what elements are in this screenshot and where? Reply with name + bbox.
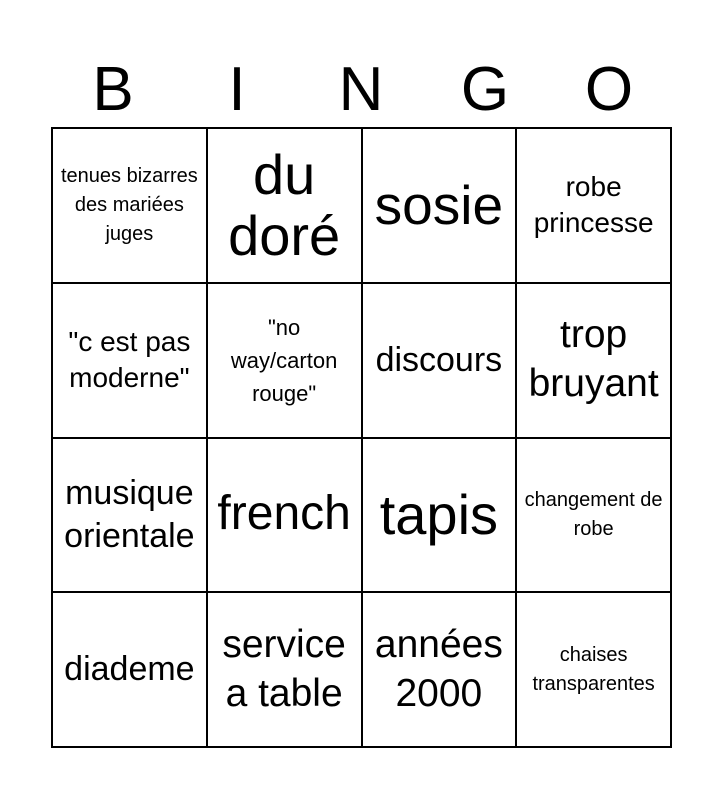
header-letter-g: G xyxy=(460,55,510,124)
bingo-cell[interactable]: discours xyxy=(363,284,518,439)
bingo-cell[interactable]: changement de robe xyxy=(517,439,672,594)
header-letter-b: B xyxy=(92,55,134,124)
bingo-cell[interactable]: french xyxy=(208,439,363,594)
header-letter-o: O xyxy=(584,55,634,124)
bingo-header xyxy=(51,52,671,128)
bingo-cell[interactable]: tenues bizarres des mariées juges xyxy=(53,129,208,284)
bingo-cell[interactable]: tapis xyxy=(363,439,518,594)
bingo-cell[interactable]: trop bruyant xyxy=(517,284,672,439)
bingo-cell[interactable]: "c est pas moderne" xyxy=(53,284,208,439)
header-letter-n: N xyxy=(338,55,384,124)
bingo-cell[interactable]: musique orientale xyxy=(53,439,208,594)
bingo-cell[interactable]: robe princesse xyxy=(517,129,672,284)
header-letter-i: I xyxy=(228,55,246,124)
bingo-cell[interactable]: du doré xyxy=(208,129,363,284)
bingo-card-grid xyxy=(51,127,672,748)
bingo-cell[interactable]: "no way/carton rouge" xyxy=(208,284,363,439)
bingo-cell[interactable]: sosie xyxy=(363,129,518,284)
bingo-cell[interactable]: diademe xyxy=(53,593,208,748)
bingo-cell[interactable]: années 2000 xyxy=(363,593,518,748)
bingo-cell[interactable]: service a table xyxy=(208,593,363,748)
bingo-cell[interactable]: chaises transparentes xyxy=(517,593,672,748)
